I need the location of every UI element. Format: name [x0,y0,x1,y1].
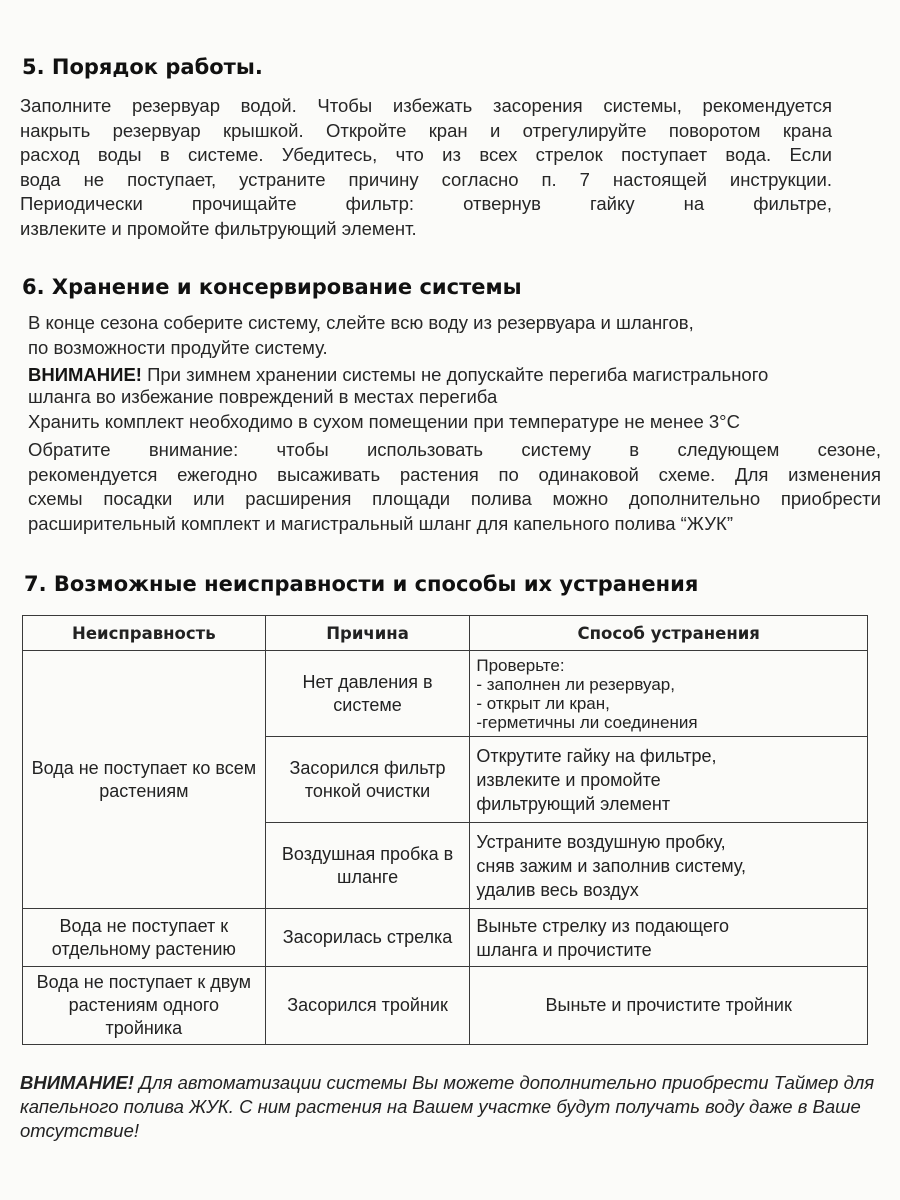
footer-note [20,1071,884,1143]
fix-line: Открутите гайку на фильтре, [476,745,717,766]
section-6-storage [28,410,888,435]
storage-text: Хранить комплект необходимо в сухом помещении при температуре не менее 3°C [28,411,740,432]
text-line: Заполните резервуар водой. Чтобы избежать засорения системы, рекомендуется [20,95,832,116]
text-line: рекомендуется ежегодно высаживать растения по одинаковой схеме. Для изменения [28,463,881,485]
warning-label: ВНИМАНИЕ! [28,364,142,385]
section-6-para-1 [28,311,878,360]
fix-cell [470,909,868,967]
header-fault: Неисправность [23,616,266,651]
text-line: расширительный комплект и магистральный шланг для капельного полива “ЖУК” [28,512,733,534]
fault-cell: Вода не поступает ко всем растениям [23,651,266,909]
footer-text: Для автоматизации системы Вы можете дополнительно приобрести Таймер для капельного полива ЖУК. С ним растения на Вашем участке будут получать воду даже в Ваше отсутствие! [20,1072,875,1141]
section-5-title: 5. Порядок работы. [22,55,263,79]
fix-line: шланга и прочистите [476,939,652,960]
header-fix: Способ устранения [470,616,868,651]
table-header-row [23,616,868,651]
fix-cell: Выньте и прочистите тройник [470,967,868,1045]
cause-cell: Засорился тройник [265,967,470,1045]
section-6-warning [28,364,888,408]
text-line: расход воды в системе. Убедитесь, что из всех стрелок поступает вода. Если [20,144,832,165]
text-line: по возможности продуйте систему. [28,336,328,358]
fix-cell [470,651,868,737]
fix-line: фильтрующий элемент [476,793,671,814]
text-line: Периодически прочищайте фильтр: отвернув гайку на фильтре, [20,193,832,214]
fix-line: - заполнен ли резервуар, [476,674,675,694]
table-row [23,651,868,737]
table-row [23,909,868,967]
footer-warning-label: ВНИМАНИЕ! [20,1072,134,1093]
fix-line: Проверьте: [476,655,565,675]
fault-cell: Вода не поступает к двум растениям одного тройника [23,967,266,1045]
section-6-para-3 [28,438,881,536]
warning-text: шланга во избежание повреждений в местах перегиба [28,386,498,407]
header-cause: Причина [265,616,470,651]
fix-line: Устраните воздушную пробку, [476,831,726,852]
fix-cell [470,737,868,823]
fix-line: -герметичны ли соединения [476,712,698,732]
text-line: вода не поступает, устраните причину согласно п. 7 настоящей инструкции. [20,168,832,190]
section-5-body [20,94,832,241]
cause-cell: Воздушная пробка в шланге [265,823,470,909]
fix-line: - открыт ли кран, [476,693,610,713]
fix-line: Выньте стрелку из подающего [476,915,730,936]
section-7-title: 7. Возможные неисправности и способы их устранения [24,572,699,596]
troubleshooting-table [22,615,868,1045]
cause-cell: Засорился фильтр тонкой очистки [265,737,470,823]
section-6-title: 6. Хранение и консервирование системы [22,275,522,299]
table-row [23,967,868,1045]
text-line: накрыть резервуар крышкой. Откройте кран и отрегулируйте поворотом крана [20,119,832,141]
text-line: Обратите внимание: чтобы использовать систему в следующем сезоне, [28,439,881,460]
fix-line: сняв зажим и заполнив систему, [476,855,746,876]
cause-cell: Засорилась стрелка [265,909,470,967]
fault-cell: Вода не поступает к отдельному растению [23,909,266,967]
fix-cell [470,823,868,909]
fix-line: извлеките и промойте [476,769,661,790]
text-line: В конце сезона соберите систему, слейте всю воду из резервуара и шлангов, [28,312,694,333]
text-line: извлеките и промойте фильтрующий элемент. [20,217,417,239]
warning-text: При зимнем хранении системы не допускайте перегиба магистрального [141,364,769,385]
fix-line: удалив весь воздух [476,879,639,900]
text-line: схемы посадки или расширения площади полива можно дополнительно приобрести [28,488,881,509]
cause-cell: Нет давления в системе [265,651,470,737]
